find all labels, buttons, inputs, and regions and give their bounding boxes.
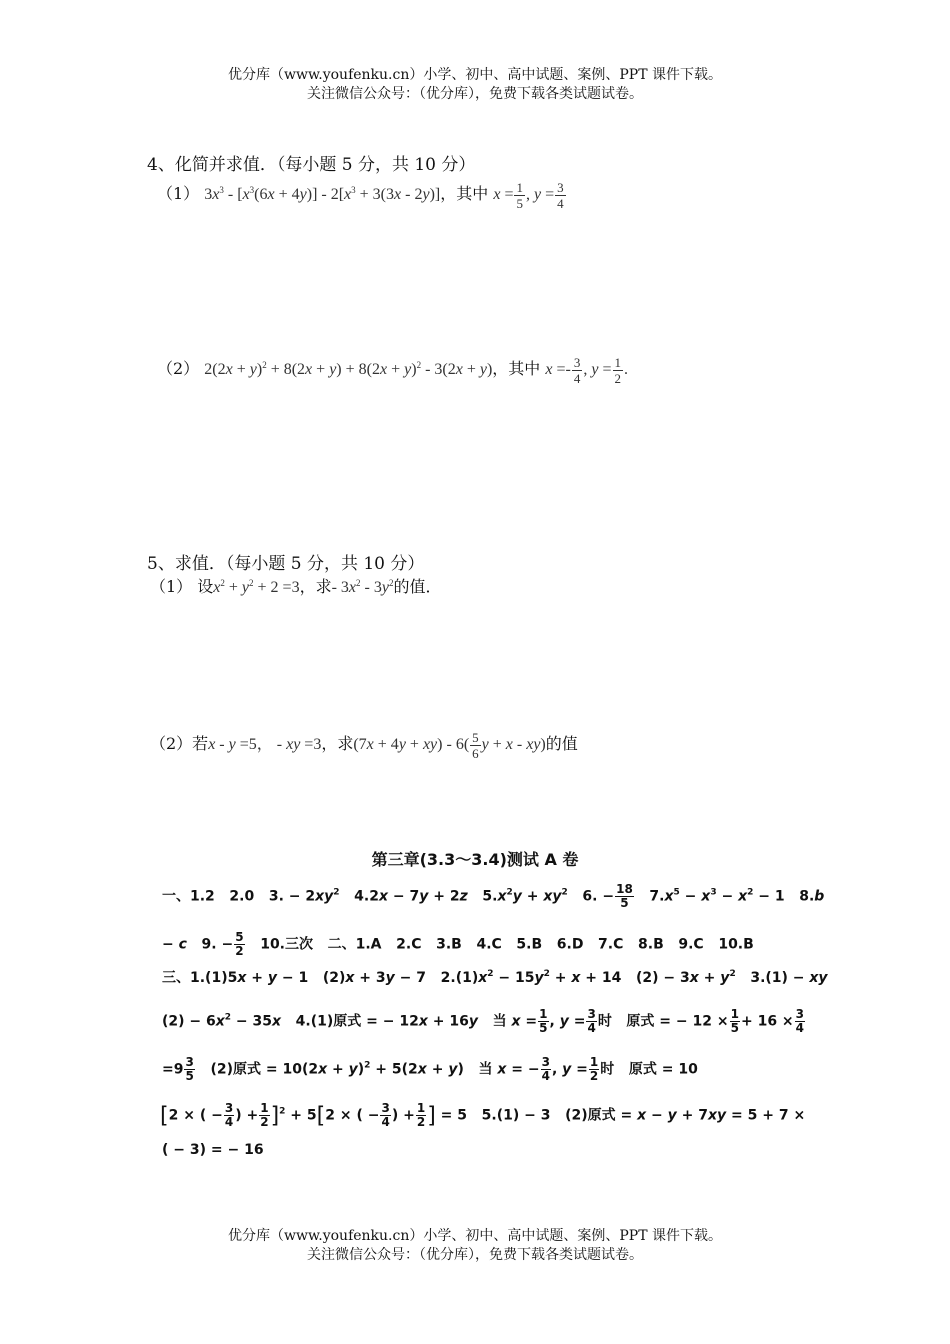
q4-p2-where: ，其中 [492, 359, 541, 379]
q5-p2-mid: ，求 [321, 734, 354, 754]
q5-p2-label: （2）若 [150, 734, 209, 754]
answer-line-1: 一、1.2 2.0 3. − $2xy^2$ 4.2x − 7y + 2z $5.x^2y + xy^2$ 6. − $\frac{18}{5}$ $7.x^5 - x^3 - x^2 - 1$ 8.b [162, 882, 825, 910]
q4-p2-label: （2） [157, 359, 200, 379]
answer-line-4: $(2) - 6x^2 - 35x$ 4.(1)原式 = − 12x + 16y 当 x = $\frac{1}{5}$ , y = $\frac{3}{4}$ 时 原式 = − 12 × $\frac{1}{5}$ + 16 × $\frac{3}{4}$ [162, 1007, 805, 1035]
q4-p1-where: ，其中 [440, 184, 489, 204]
question-5-part-2 [150, 730, 578, 761]
question-5-part-1 [150, 574, 441, 597]
question-5-heading: 5、求值．（每小题 5 分，共 10 分） [147, 554, 425, 574]
question-4-part-2 [157, 355, 628, 386]
question-4-part-1 [157, 180, 567, 211]
header-line-2: 关注微信公众号：（优分库），免费下载各类试题试卷。 [307, 86, 643, 102]
q5-p1-expression: - $3x^2 - 3y^2$ [331, 578, 394, 596]
q4-p1-label: （1） [157, 184, 200, 204]
q5-p2-expression: (7x + 4y + xy) - 6( $\frac{5}{6}$ y + x - xy) [353, 730, 546, 761]
answer-line-3: 三、1.(1)5x + y − 1 (2)x + 3y − 7 $2.(1)x^2 - 15y^2 + x + 14$ $(2) - 3x + y^2$ 3.(1) − xy [162, 969, 828, 986]
answer-line-7: ( − 3) = − 16 [162, 1142, 264, 1158]
answer-key-title: 第三章(3.3～3.4)测试 A 卷 [371, 850, 579, 869]
footer-line-1: 优分库（www.youfenku.cn）小学、初中、高中试题、案例、PPT 课件下载。 [227, 1228, 722, 1244]
answer-line-2: − c 9. − $\frac{5}{2}$ 10.三次 二、1.A 2.C 3.B 4.C 5.B 6.D 7.C 8.B 9.C 10.B [162, 930, 754, 958]
question-4-heading: 4、化简并求值．（每小题 5 分，共 10 分） [147, 155, 476, 175]
q4-p2-values: x =- $\frac{3}{4}$ , y = $\frac{1}{2}$ . [545, 355, 629, 386]
q5-p2-end: 的值 [545, 734, 578, 754]
answer-line-6: [2 × ( − $\frac{3}{4}$ ) + $\frac{1}{2}$ ]$^2$ + 5[2 × ( − $\frac{3}{4}$ ) + $\frac{1}{2}$ ] = 5 5.(1) − 3 (2)原式 = x − y + 7xy = 5 + 7 × [160, 1101, 806, 1129]
q4-p1-expression: $3x^3 - [x^3(6x + 4y)] - 2[x^3 + 3(3x - 2y)]$ [204, 185, 441, 204]
q5-p2-condition: x - y =5， - xy =3 [208, 736, 322, 754]
q5-p1-condition: $x^2 + y^2 + 2 =3$ [213, 578, 300, 596]
footer-line-2: 关注微信公众号：（优分库），免费下载各类试题试卷。 [307, 1247, 643, 1263]
q5-p1-end: 的值． [393, 577, 442, 596]
q5-p1-label: （1） 设 [150, 577, 214, 596]
header-line-1: 优分库（www.youfenku.cn）小学、初中、高中试题、案例、PPT 课件下载。 [227, 67, 722, 83]
answer-line-5: =9 $\frac{3}{5}$ (2)原式 = $10(2x + y)^2 + 5(2x + y)$ 当 x = − $\frac{3}{4}$ , y = $\frac{1}{2}$ 时 原式 = 10 [162, 1055, 698, 1083]
q4-p2-expression: $2(2x + y)^2 + 8(2x + y) + 8(2x + y)^2 - 3(2x + y)$ [204, 360, 493, 379]
q4-p1-values: x = $\frac{1}{5}$ , y = $\frac{3}{4}$ [493, 180, 564, 211]
q5-p1-mid: ，求 [299, 577, 332, 596]
